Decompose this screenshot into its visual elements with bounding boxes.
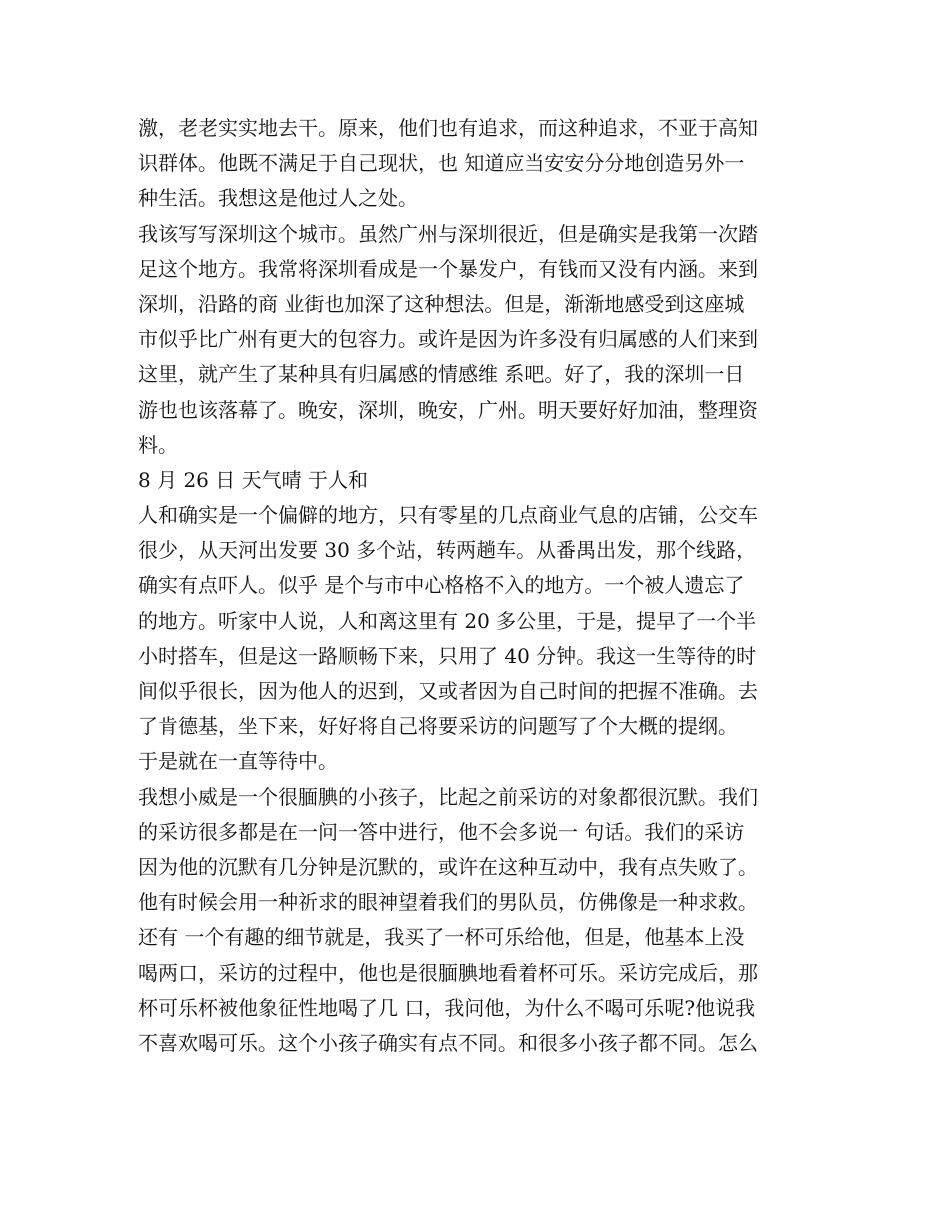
text-line: 间似乎很长，因为他人的迟到，又或者因为自己时间的把握不准确。去 [138,679,758,703]
text-line: 我想小威是一个很腼腆的小孩子，比起之前采访的对象都很沉默。我们 [138,784,758,809]
text-line: 很少，从天河出发要 30 多个站，转两趟车。从番禺出发，那个线路， [138,538,757,563]
text-line: 市似乎比广州有更大的包容力。或许是因为许多没有归属感的人们来到 [138,327,758,352]
text-line: 种生活。我想这是他过人之处。 [138,186,418,211]
text-line: 足这个地方。我常将深圳看成是一个暴发户，有钱而又没有内涵。来到 [138,256,758,281]
text-line: 了肯德基，坐下来，好好将自己将要采访的问题写了个大概的提纲。 [138,714,738,739]
text-line: 的采访很多都是在一问一答中进行，他不会多说一 句话。我们的采访 [138,819,745,844]
diary-date-heading: 8 月 26 日 天气晴 于人和 [138,467,368,492]
text-line: 不喜欢喝可乐。这个小孩子确实有点不同。和很多小孩子都不同。怎么 [138,1030,758,1055]
text-line: 人和确实是一个偏僻的地方，只有零星的几点商业气息的店铺，公交车 [138,503,758,528]
text-line: 于是就在一直等待中。 [138,749,338,774]
text-line: 确实有点吓人。似乎 是个与市中心格格不入的地方。一个被人遗忘了 [138,573,745,598]
text-line: 深圳，沿路的商 业街也加深了这种想法。但是，渐渐地感受到这座城 [138,291,745,316]
document-body [138,111,818,1061]
text-line: 杯可乐杯被他象征性地喝了几 口，我问他，为什么不喝可乐呢?他说我 [138,995,756,1020]
text-line: 他有时候会用一种祈求的眼神望着我们的男队员，仿佛像是一种求救。 [138,890,758,915]
text-line: 激，老老实实地去干。原来，他们也有追求，而这种追求，不亚于高知 [138,116,758,140]
text-line: 识群体。他既不满足于自己现状，也 知道应当安安分分地创造另外一 [138,151,745,176]
text-line: 这里，就产生了某种具有归属感的情感维 系吧。好了，我的深圳一日 [138,362,745,387]
text-line: 游也也该落幕了。晚安，深圳，晚安，广州。明天要好好加油，整理资 [138,397,758,422]
text-line: 我该写写深圳这个城市。虽然广州与深圳很近，但是确实是我第一次踏 [138,221,758,246]
text-line: 小时搭车，但是这一路顺畅下来，只用了 40 分钟。我这一生等待的时 [138,643,757,668]
text-line: 料。 [138,432,178,457]
text-line: 还有 一个有趣的细节就是，我买了一杯可乐给他，但是，他基本上没 [138,925,745,950]
text-line: 的地方。听家中人说，人和离这里有 20 多公里，于是，提早了一个半 [138,608,757,633]
text-line: 喝两口，采访的过程中，他也是很腼腆地看着杯可乐。采访完成后，那 [138,960,758,985]
text-line: 因为他的沉默有几分钟是沉默的，或许在这种互动中，我有点失败了。 [138,854,758,879]
